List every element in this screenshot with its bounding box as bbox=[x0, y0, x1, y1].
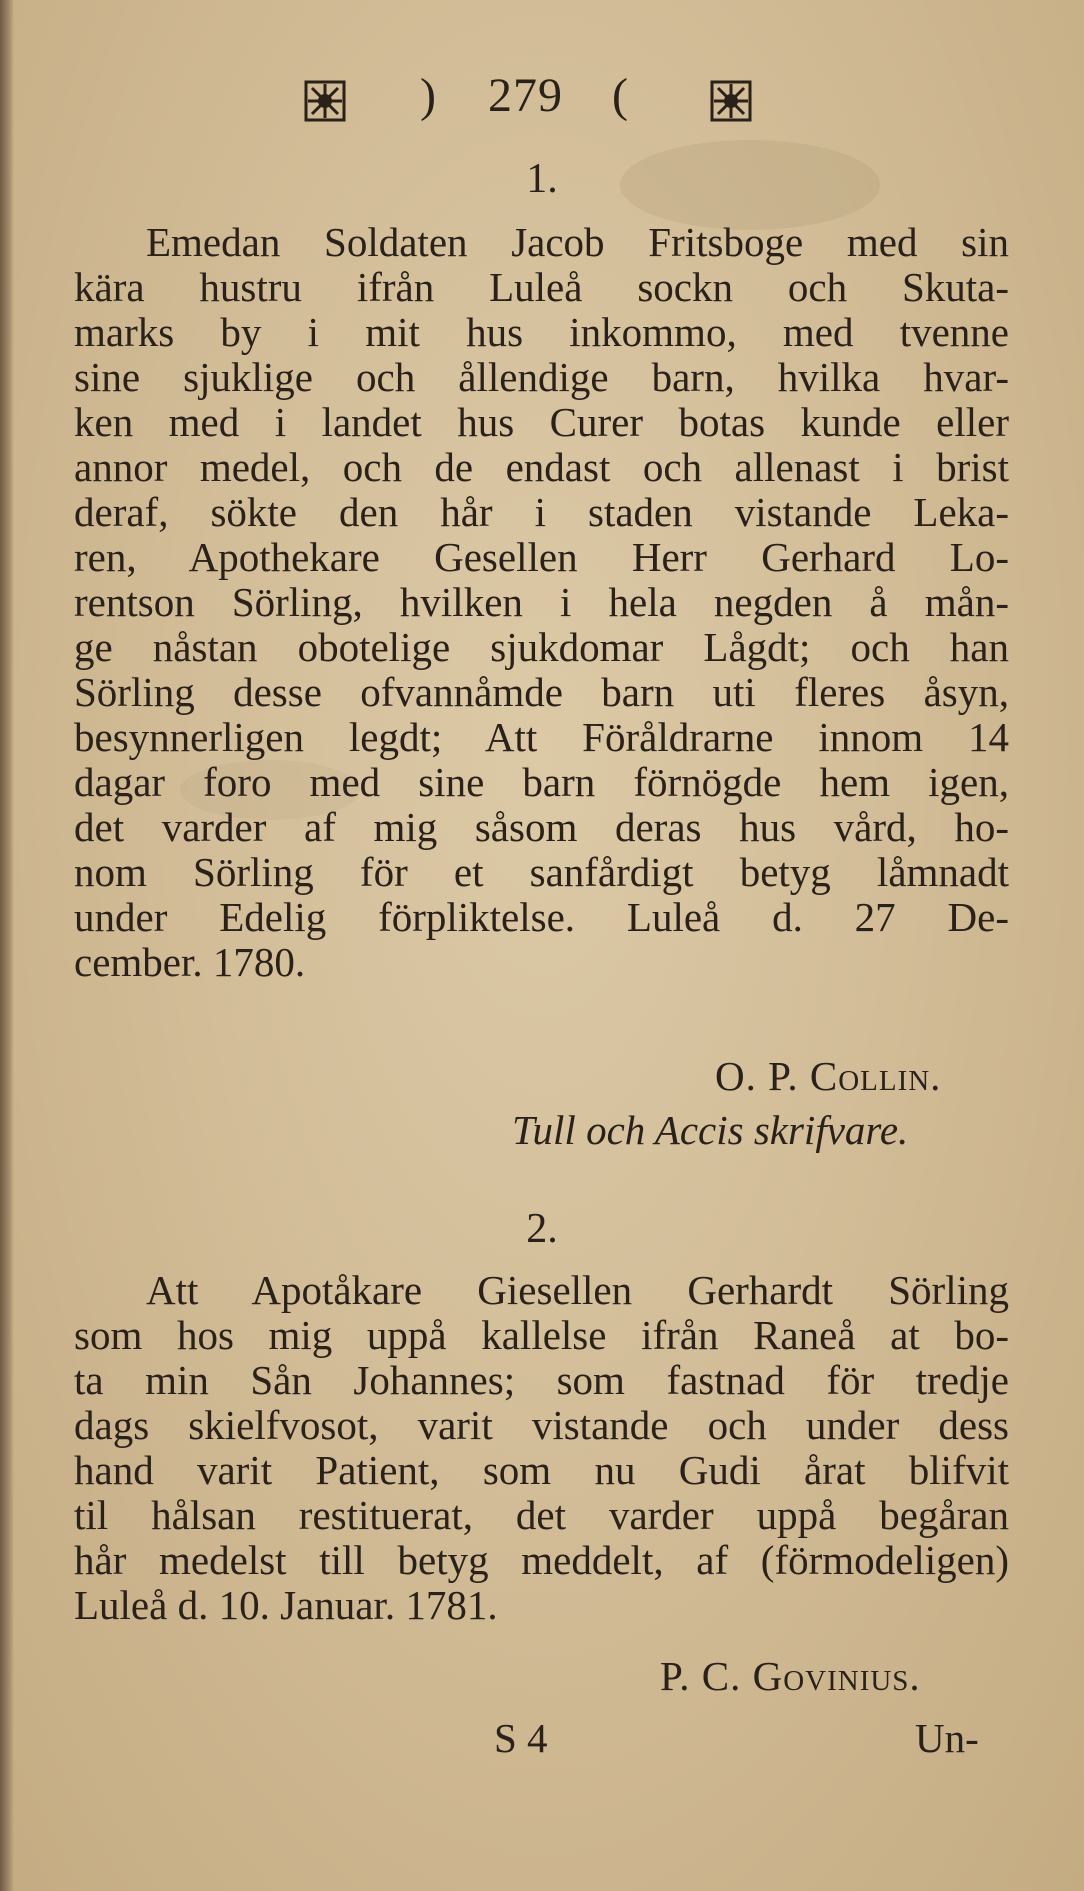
header-paren-left: ( bbox=[612, 69, 628, 122]
text-line: det varder af mig såsom deras hus vård, ho- bbox=[74, 804, 1009, 850]
text-line: hår medelst till betyg meddelt, af (förmodeligen) bbox=[74, 1537, 1009, 1583]
header-paren-right: ) bbox=[420, 69, 436, 122]
text-line: Luleå d. 10. Januar. 1781. bbox=[74, 1582, 498, 1628]
text-line: besynnerligen legdt; Att Föråldrarne innom 14 bbox=[74, 714, 1009, 760]
certificate-paragraph bbox=[74, 1268, 1009, 1628]
text-line: cember. 1780. bbox=[74, 939, 306, 985]
text-line: som hos mig uppå kallelse ifrån Raneå at bo- bbox=[74, 1312, 1009, 1358]
page-header bbox=[0, 68, 1084, 138]
page-gutter-shadow bbox=[0, 0, 14, 1891]
page-number: 279 bbox=[488, 69, 563, 122]
text-line: Att Apotåkare Giesellen Gerhardt Sörling bbox=[146, 1267, 1009, 1313]
section-number: 2. bbox=[526, 1206, 558, 1252]
text-line: dags skielfvosot, varit vistande och under dess bbox=[74, 1402, 1009, 1448]
section-number: 1. bbox=[526, 156, 558, 202]
text-line: ken med i landet hus Curer botas kunde eller bbox=[74, 399, 1009, 445]
text-line: dagar foro med sine barn förnögde hem igen, bbox=[74, 759, 1009, 805]
text-line: annor medel, och de endast och allenast i brist bbox=[74, 444, 1009, 490]
signature-title: Tull och Accis skrifvare. bbox=[512, 1107, 909, 1153]
text-line: Emedan Soldaten Jacob Fritsboge med sin bbox=[146, 219, 1009, 265]
text-line: marks by i mit hus inkommo, med tvenne bbox=[74, 309, 1009, 355]
text-line: sine sjuklige och ållendige barn, hvilka hvar- bbox=[74, 354, 1009, 400]
text-line: ta min Sån Johannes; som fastnad för tredje bbox=[74, 1357, 1009, 1403]
catchword: Un- bbox=[915, 1715, 979, 1761]
signature-govinius: P. C. Govinius. bbox=[660, 1653, 921, 1699]
text-line: rentson Sörling, hvilken i hela negden å mån- bbox=[74, 579, 1009, 625]
text-line: hand varit Patient, som nu Gudi årat blifvit bbox=[74, 1447, 1009, 1493]
text-line: kära hustru ifrån Luleå sockn och Skuta- bbox=[74, 264, 1009, 310]
text-line: deraf, sökte den hår i staden vistande Leka- bbox=[74, 489, 1009, 535]
signature-collin: O. P. Collin. bbox=[715, 1053, 942, 1099]
certificate-paragraph bbox=[74, 220, 1009, 985]
text-line: under Edelig förpliktelse. Luleå d. 27 De- bbox=[74, 894, 1009, 940]
printer-ornament-icon bbox=[302, 76, 348, 126]
signature-mark: S 4 bbox=[494, 1715, 548, 1761]
text-line: ge nåstan obotelige sjukdomar Lågdt; och han bbox=[74, 624, 1009, 670]
text-line: ren, Apothekare Gesellen Herr Gerhard Lo- bbox=[74, 534, 1009, 580]
text-line: til hålsan restituerat, det varder uppå begåran bbox=[74, 1492, 1009, 1538]
text-line: nom Sörling för et sanfårdigt betyg låmnadt bbox=[74, 849, 1009, 895]
text-line: Sörling desse ofvannåmde barn uti fleres åsyn, bbox=[74, 669, 1009, 715]
printer-ornament-icon bbox=[708, 76, 754, 126]
